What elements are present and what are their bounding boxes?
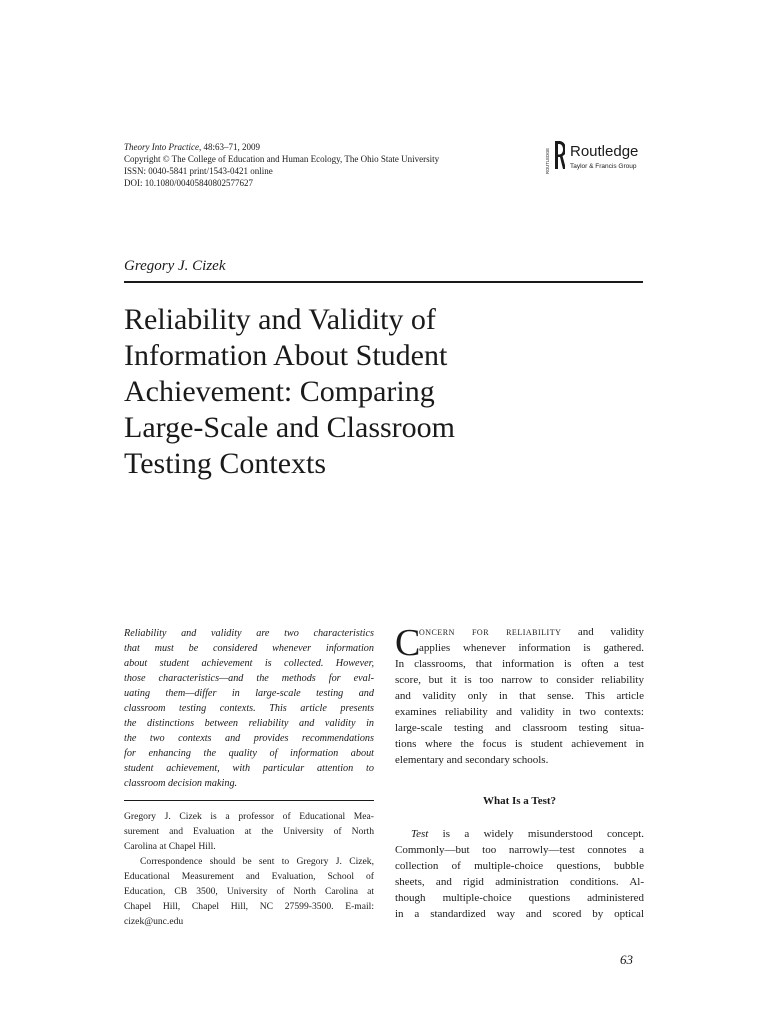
citation-line: [124, 141, 439, 153]
footnote-line: Chapel Hill, Chapel Hill, NC 27599-3500. E-mail:: [124, 901, 374, 912]
title-line: Testing Contexts: [124, 447, 327, 480]
abstract-line: those characteristics—and the methods for eval-: [124, 673, 374, 684]
abstract-line: classroom testing contexts. This article presents: [124, 703, 374, 714]
intro-line: examines reliability and validity in two contexts:: [395, 706, 644, 718]
intro-line: tions where the focus is student achievement in: [395, 738, 644, 750]
section-line: [395, 826, 644, 842]
abstract-line: uating them—differ in large-scale testing and: [124, 688, 374, 699]
article-title: [124, 302, 644, 482]
author-name: Gregory J. Cizek: [124, 258, 226, 274]
intro-line: applies whenever information is gathered.: [419, 642, 644, 654]
intro-line: and validity only in that sense. This article: [395, 690, 644, 702]
page-number: 63: [620, 952, 633, 967]
publisher-group: Taylor & Francis Group: [570, 163, 637, 170]
drop-cap: C: [395, 622, 421, 664]
routledge-logo-icon: [545, 136, 565, 176]
abstract-line: student achievement, with particular attention to: [124, 763, 374, 774]
intro-smallcaps: oncern for reliability: [419, 626, 562, 638]
citation-details: , 48:63–71, 2009: [198, 142, 260, 152]
abstract-line: classroom decision making.: [124, 778, 238, 789]
footnote-line: Correspondence should be sent to Gregory J. Cizek,: [140, 856, 374, 867]
title-line: Achievement: Comparing: [124, 375, 435, 408]
journal-metadata: [124, 141, 439, 189]
intro-line: In classrooms, that information is often a test: [395, 658, 644, 670]
title-line: Information About Student: [124, 339, 448, 372]
intro-line: elementary and secondary schools.: [395, 754, 549, 766]
abstract: [124, 626, 374, 791]
footnote-line: Gregory J. Cizek is a professor of Educational Mea-: [124, 811, 374, 822]
footnote-line: surement and Evaluation at the University of North: [124, 826, 374, 837]
copyright-line: Copyright © The College of Education and Human Ecology, The Ohio State University: [124, 154, 440, 164]
title-divider: [124, 281, 643, 283]
abstract-line: that must be considered whenever information: [124, 643, 374, 654]
footnote-line: Educational Measurement and Evaluation, School of: [124, 871, 374, 882]
footnote-line: Carolina at Chapel Hill.: [124, 841, 216, 852]
section-paragraph: [395, 826, 644, 922]
section-line: collection of multiple-choice questions, bubble: [395, 860, 644, 872]
footnote-divider: [124, 800, 374, 801]
title-line: Reliability and Validity of: [124, 303, 436, 336]
section-heading: What Is a Test?: [482, 795, 557, 807]
logo-vertical-text: ROUTLEDGE: [545, 147, 550, 174]
section-italic-term: Test: [411, 828, 429, 840]
journal-name: Theory Into Practice: [124, 142, 199, 152]
publisher-logo: [545, 136, 655, 176]
abstract-line: Reliability and validity are two characteristics: [124, 628, 374, 639]
section-line: though multiple-choice questions administered: [395, 892, 644, 904]
author-footnote: [124, 809, 374, 929]
abstract-line: the distinctions between reliability and validity in: [124, 718, 374, 729]
abstract-line: for enhancing the quality of information about: [124, 748, 374, 759]
section-line: in a standardized way and scored by optical: [395, 908, 644, 920]
intro-paragraph: [395, 624, 644, 768]
intro-line: score, but it is too narrow to consider reliability: [395, 674, 644, 686]
footnote-email: cizek@unc.edu: [124, 916, 184, 927]
issn-line: ISSN: 0040-5841 print/1543-0421 online: [124, 166, 273, 176]
intro-line: large-scale testing and classroom testing situa-: [395, 722, 644, 734]
abstract-line: about student achievement is collected. However,: [124, 658, 374, 669]
section-line: sheets, and rigid administration conditions. Al-: [395, 876, 644, 888]
doi-line: DOI: 10.1080/00405840802577627: [124, 178, 253, 188]
intro-line-rest: and validity: [561, 626, 644, 638]
section-line: Commonly—but too narrowly—test connotes a: [395, 844, 644, 856]
section-line-rest: is a widely misunderstood concept.: [428, 828, 644, 840]
title-line: Large-Scale and Classroom: [124, 411, 456, 444]
footnote-line: Education, CB 3500, University of North Carolina at: [124, 886, 374, 897]
publisher-name: Routledge: [570, 143, 639, 160]
abstract-line: the two contexts and provides recommendations: [124, 733, 374, 744]
intro-line: [395, 624, 644, 640]
